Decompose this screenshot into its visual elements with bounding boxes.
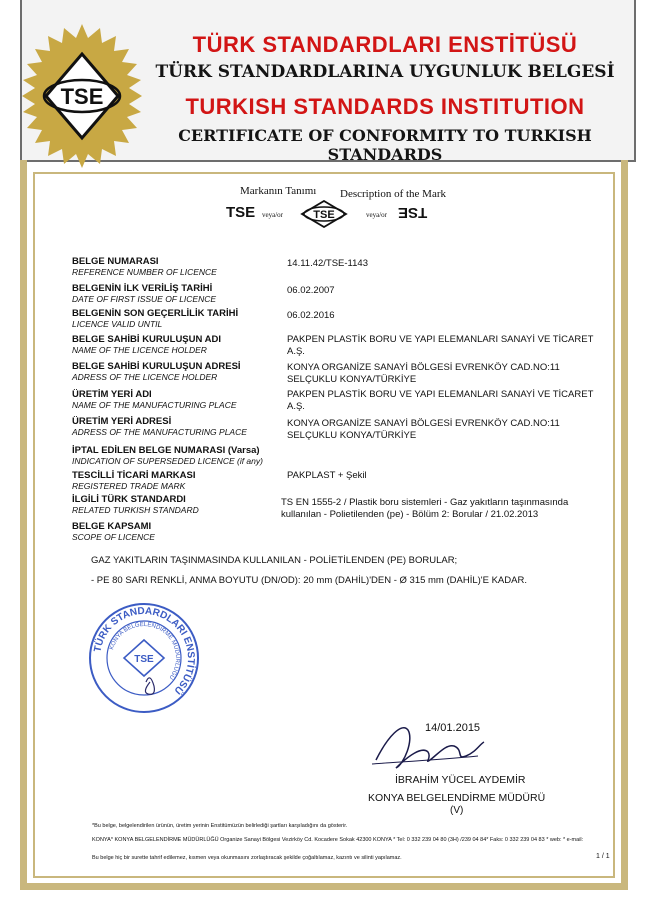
svg-text:TSE: TSE [313, 209, 335, 221]
field-label-first-issue-date: BELGENİN İLK VERİLİŞ TARİHİ DATE OF FIRST ISSUE OF LICENCE [72, 283, 217, 304]
field-value-related-standard: TS EN 1555-2 / Plastik boru sistemleri - Gaz yakıtların taşınmasında kullanılan - Polietilenden (pe) - Bölüm 2: Borular / 21.02.2013 [281, 497, 569, 520]
field-label-holder-address: BELGE SAHİBİ KURULUŞUN ADRESİ ADRESS OF THE LICENCE HOLDER [72, 361, 241, 382]
field-label-superseded-licence: İPTAL EDİLEN BELGE NUMARASI (Varsa) INDICATION OF SUPERSEDED LICENCE (if any) [72, 445, 263, 466]
footer-note-3: Bu belge hiç bir surette tahrif edilemez, kısmen veya okunmasını zorlaştıracak şekilde çoğaltılamaz, kazıntı ve silinti yapılamaz. [92, 855, 402, 861]
mark-row [226, 200, 476, 230]
title-tr: TÜRK STANDARDLARI ENSTİTÜSÜ [192, 32, 578, 57]
scope-line-1: GAZ YAKITLARIN TAŞINMASINDA KULLANILAN - POLİETİLENDEN (PE) BORULAR; [91, 555, 458, 566]
signatory-title: KONYA BELGELENDİRME MÜDÜRÜ [368, 792, 546, 804]
signatory-grade: (V) [450, 805, 464, 816]
mark-tse-inverted-text: TSE [398, 204, 428, 221]
svg-text:TSE: TSE [134, 654, 154, 665]
field-label-scope: BELGE KAPSAMI SCOPE OF LICENCE [72, 521, 155, 542]
subtitle-tr: TÜRK STANDARDLARINA UYGUNLUK BELGESİ [155, 62, 615, 82]
official-stamp [88, 602, 200, 714]
field-value-reference-number: 14.11.42/TSE-1143 [287, 258, 368, 269]
mark-label-tr: Markanın Tanımı [240, 185, 317, 197]
svg-text:TÜRK STANDARDLARI ENSTİTÜSÜ: TÜRK STANDARDLARI ENSTİTÜSÜ [92, 605, 197, 696]
field-label-reference-number: BELGE NUMARASI REFERENCE NUMBER OF LICENCE [72, 256, 217, 277]
signature-date: 14/01.2015 [425, 722, 481, 734]
mark-or-text: veya/or [262, 211, 283, 219]
tse-mark-icon [300, 200, 348, 228]
svg-text:KONYA BELGELENDİRME MÜDÜRLÜĞÜ: KONYA BELGELENDİRME MÜDÜRLÜĞÜ [109, 621, 181, 681]
field-value-manufacturing-place-name: PAKPEN PLASTİK BORU VE YAPI ELEMANLARI SANAYİ VE TİCARET A.Ş. [287, 389, 594, 412]
mark-label-en: Description of the Mark [340, 188, 446, 200]
scope-line-2: - PE 80 SARI RENKLİ, ANMA BOYUTU (DN/OD): 20 mm (DAHİL)'DEN - Ø 315 mm (DAHİL)'E KADAR. [91, 575, 527, 586]
field-value-manufacturing-place-address: KONYA ORGANİZE SANAYİ BÖLGESİ EVRENKÖY CAD.NO:11 SELÇUKLU KONYA/TÜRKİYE [287, 418, 560, 441]
mark-or-text-2: veya/or [366, 211, 387, 219]
mark-tse-text: TSE [226, 204, 256, 221]
field-value-holder-name: PAKPEN PLASTİK BORU VE YAPI ELEMANLARI SANAYİ VE TİCARET A.Ş. [287, 334, 594, 357]
svg-text:TSE: TSE [60, 84, 104, 109]
field-value-trade-mark: PAKPLAST + Şekil [287, 470, 367, 481]
field-label-manufacturing-place-address: ÜRETİM YERİ ADRESİ ADRESS OF THE MANUFACTURING PLACE [72, 416, 247, 437]
field-label-valid-until: BELGENİN SON GEÇERLİLİK TARİHİ LICENCE VALID UNTIL [72, 308, 239, 329]
field-value-valid-until: 06.02.2016 [287, 310, 335, 321]
field-label-holder-name: BELGE SAHİBİ KURULUŞUN ADI NAME OF THE LICENCE HOLDER [72, 334, 222, 355]
footer-contact: KONYA* KONYA BELGELENDİRME MÜDÜRLÜĞÜ Organize Sanayi Bölgesi Vezirköy Cd. Kocadere Sokak 42300 KONYA * Tel: 0 332 239 04 80 (3H) /239 04 84* Faks: 0 332 239 04 83 * web: * e-mail: [92, 837, 584, 843]
field-value-first-issue-date: 06.02.2007 [287, 285, 335, 296]
tse-seal-logo [8, 22, 156, 170]
field-label-trade-mark: TESCİLLİ TİCARİ MARKASI REGISTERED TRADE MARK [72, 470, 196, 491]
title-en: TURKISH STANDARDS INSTITUTION [185, 94, 585, 119]
subtitle-en: CERTIFICATE OF CONFORMITY TO TURKISH STANDARDS [178, 126, 592, 164]
field-value-holder-address: KONYA ORGANİZE SANAYİ BÖLGESİ EVRENKÖY CAD.NO:11 SELÇUKLU KONYA/TÜRKİYE [287, 362, 560, 385]
footer-note-1: *Bu belge, belgelendirilen ürünün, üretim yerinin Enstitümüzün belirlediği şartları karşıladığını da gösterir. [92, 823, 348, 829]
field-label-manufacturing-place-name: ÜRETİM YERİ ADI NAME OF THE MANUFACTURING PLACE [72, 389, 237, 410]
page-number: 1 / 1 [596, 853, 610, 860]
field-label-related-standard: İLGİLİ TÜRK STANDARDI RELATED TURKISH STANDARD [72, 494, 199, 515]
signatory-name: İBRAHİM YÜCEL AYDEMİR [395, 774, 526, 786]
